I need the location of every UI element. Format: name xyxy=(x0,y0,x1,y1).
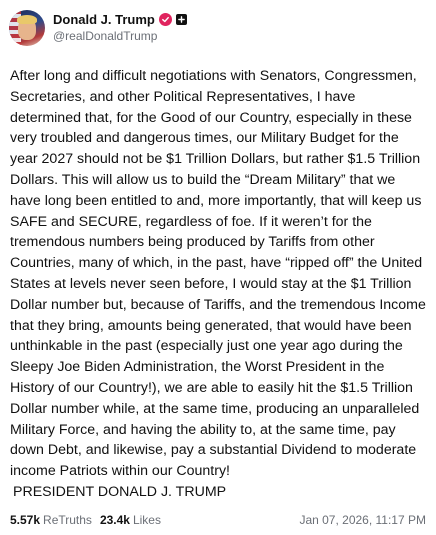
retruths-label[interactable]: ReTruths xyxy=(43,513,92,527)
post-footer xyxy=(10,512,426,528)
avatar-hair xyxy=(17,15,37,24)
retruths-count[interactable]: 5.57k xyxy=(10,513,41,527)
post-body-text: After long and difficult negotiations with Senators, Congressmen, Secretaries, and other Political Representatives, I have determined that, for the Good of our Country, especially in these very troubled and dangerous times, our Military Budget for the year 2027 should not be $1 Trillion Dollars, but rather $1.5 Trillion Dollars. This will allow us to build the “Dream Military” that we have long been entitled to and, more importantly, that will keep us SAFE and SECURE, regardless of foe. If it weren’t for the tremendous numbers being produced by Tariffs from other Countries, many of which, in the past, have “ripped off” the United States at levels never seen before, I would stay at the $1 Trillion Dollar number but, because of Tariffs, and the tremendous Income that they bring, amounts being generated, that would have been unthinkable in the past (especially just one year ago during the Sleepy Joe Biden Administration, the Worst President in the History of our Country!), we are able to easily hit the $1.5 Trillion Dollar number while, at the same time, producing an unparalleled Military Force, and having the ability to, at the same time, pay down Debt, and likewise, pay a substantial Dividend to moderate income Patriots within our Country! xyxy=(10,68,426,480)
post-body xyxy=(10,66,428,503)
avatar[interactable] xyxy=(9,10,45,46)
author-handle[interactable]: @realDonaldTrump xyxy=(53,29,158,43)
author-names xyxy=(53,10,187,43)
post-header xyxy=(9,10,187,46)
likes-count[interactable]: 23.4k xyxy=(99,513,130,527)
likes-label[interactable]: Likes xyxy=(132,513,161,527)
plus-badge-icon xyxy=(176,14,187,25)
post-signoff: PRESIDENT DONALD J. TRUMP xyxy=(13,483,227,500)
post-timestamp[interactable]: Jan 07, 2026, 11:17 PM xyxy=(299,513,426,527)
author-display-name[interactable]: Donald J. Trump xyxy=(53,11,155,27)
name-row xyxy=(53,10,187,28)
verified-check-icon xyxy=(159,13,172,26)
